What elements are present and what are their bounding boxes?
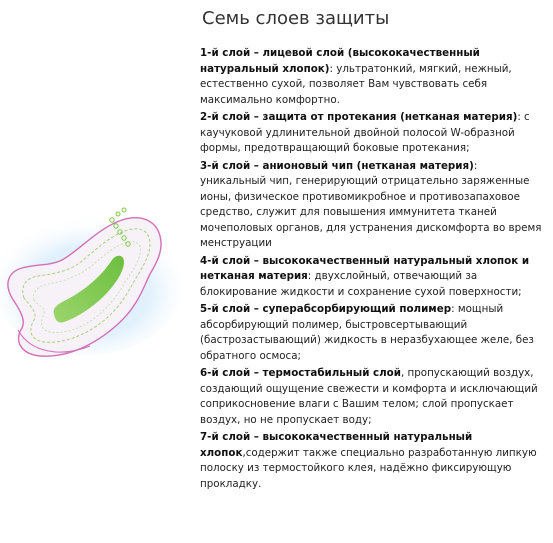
layer-5 <box>200 302 545 364</box>
layer-1-text: : ультратонкий, мягкий, нежный, естественно сухой, позволяет Вам чувствовать себя максимально комфортно. <box>200 62 512 106</box>
layer-4 <box>200 254 545 301</box>
layer-2 <box>200 110 545 157</box>
layer-7-heading: 7-й слой – высококачественный натуральный хлопок <box>200 431 473 459</box>
layer-7-text: ,содержит также специально разработанную липкую полоску из термостойкого клея, надёжно фиксирующую прокладку. <box>200 446 537 490</box>
layer-5-heading: 5-й слой – суперабсорбирующий полимер <box>200 303 452 315</box>
layers-description <box>200 46 545 494</box>
sanitary-pad-illustration <box>0 180 190 380</box>
layer-2-heading: 2-й слой – защита от протекания (нетканая материя) <box>200 111 518 123</box>
layer-2-text: : с каучуковой удлинительной двойной полосой W-образной формы, предотвращающий боковые протекания; <box>200 111 530 154</box>
layer-6-heading: 6-й слой – термостабильный слой <box>200 367 401 379</box>
layer-3-text: : уникальный чип, генерирующий отрицательно заряженные ионы, физическое противомикробное и противозапаховое средство, служит для повышения иммунитета тканей мочеполовых органов, для устранения дискомфорта во время менструации <box>200 159 542 249</box>
layer-4-text: : двухслойный, отвечающий за блокирование жидкости и сохранение сухой поверхности; <box>200 270 522 298</box>
layer-6 <box>200 366 545 428</box>
layer-5-text: : мощный абсорбирующий полимер, быстровсертывающий (бастрозастывающий) жидкость в неразбухающее желе, без обратного осмоса; <box>200 303 534 362</box>
layer-7 <box>200 430 545 492</box>
layer-6-text: , пропускающий воздух, создающий ощущение свежести и комфорта и исключающий соприкосновение влаги с Вашим телом; слой пропускает воздух, но не пропускает воду; <box>200 367 538 426</box>
layer-1-heading: 1-й слой – лицевой слой (высококачественный натуральный хлопок) <box>200 47 480 75</box>
layer-3 <box>200 159 545 252</box>
page-title: Семь слоев защиты <box>202 8 390 29</box>
layer-4-heading: 4-й слой – высококачественный натуральный хлопок и нетканая материя <box>200 254 530 282</box>
layer-3-heading: 3-й слой – анионовый чип (нетканая материя) <box>200 159 474 172</box>
layer-1 <box>200 46 545 108</box>
